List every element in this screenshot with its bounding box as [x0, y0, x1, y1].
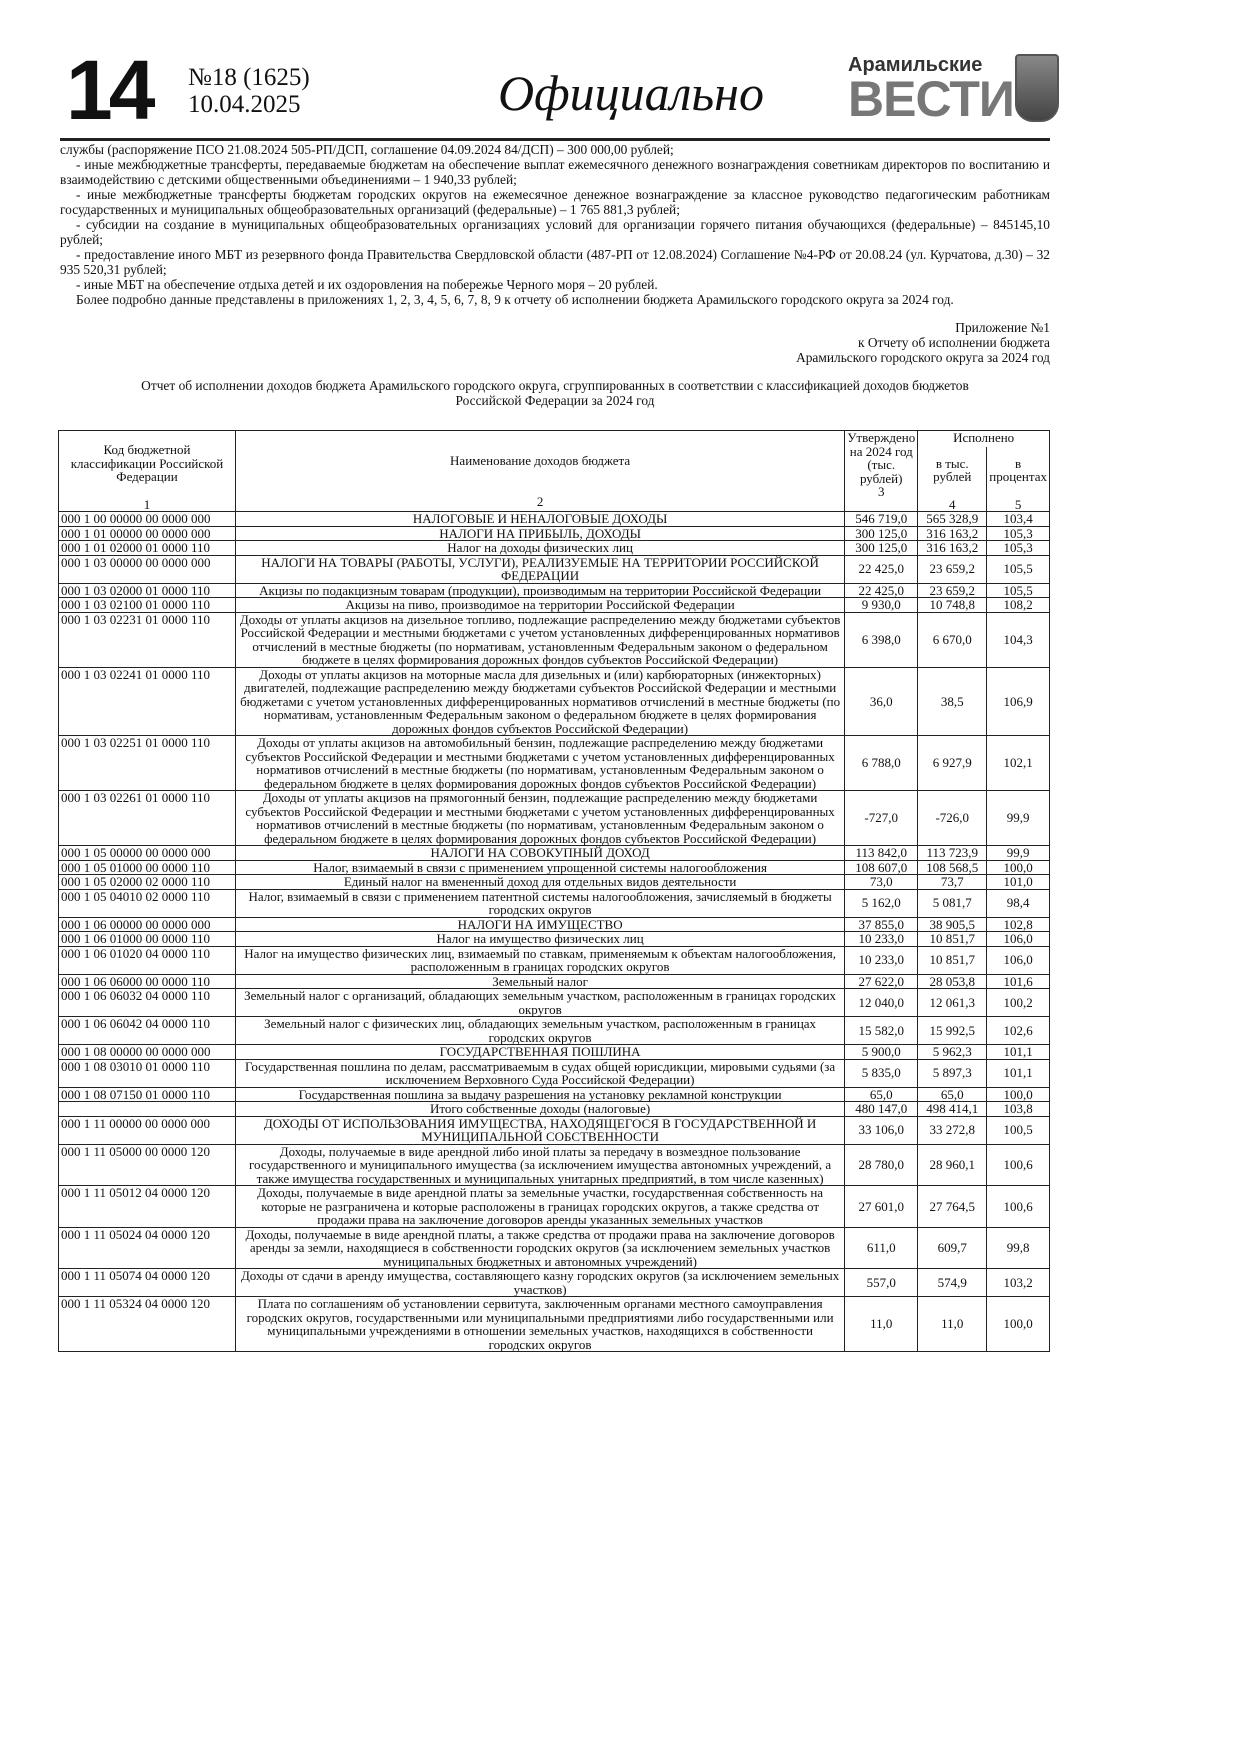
title-line: Отчет об исполнении доходов бюджета Арамильского городского округа, сгруппированных в соответствии с классификацией доходов бюджетов — [141, 378, 969, 393]
row-approved: 546 719,0 — [845, 512, 918, 527]
row-approved: 22 425,0 — [845, 583, 918, 598]
row-percent: 100,6 — [987, 1144, 1050, 1186]
row-executed: 23 659,2 — [918, 555, 987, 583]
header-code — [59, 431, 236, 512]
row-name: Доходы от сдачи в аренду имущества, составляющего казну городских округов (за исключением земельных участков) — [236, 1269, 845, 1297]
header-text: Код бюджетной классификации Российской Федерации — [70, 442, 224, 484]
table-row — [59, 598, 1050, 613]
row-percent: 106,0 — [987, 932, 1050, 947]
row-code: 000 1 05 02000 02 0000 110 — [59, 875, 236, 890]
header-approved — [845, 431, 918, 512]
row-name: Доходы от уплаты акцизов на прямогонный бензин, подлежащие распределению между бюджетами субъектов Российской Федерации и местными бюджетами с учетом установленных дифференцированных нормативов отчислений в местные бюджеты (по нормативам, установленным Федеральным законом о федеральном бюджете в целях формирования дорожных фондов субъектов Российской Федерации) — [236, 791, 845, 846]
column-number: 1 — [143, 496, 151, 512]
row-name: Акцизы по подакцизным товарам (продукции), производимым на территории Российской Федерации — [236, 583, 845, 598]
row-executed: 6 670,0 — [918, 612, 987, 667]
row-approved: 11,0 — [845, 1297, 918, 1352]
row-code: 000 1 05 00000 00 0000 000 — [59, 846, 236, 861]
row-approved: 5 835,0 — [845, 1059, 918, 1087]
rubric-title: Официально — [498, 65, 764, 121]
row-executed: 38,5 — [918, 667, 987, 736]
row-percent: 102,6 — [987, 1017, 1050, 1045]
row-executed: 33 272,8 — [918, 1116, 987, 1144]
page-number: 14 — [66, 43, 152, 137]
row-approved: 9 930,0 — [845, 598, 918, 613]
row-code: 000 1 06 06000 00 0000 110 — [59, 974, 236, 989]
row-executed: 12 061,3 — [918, 989, 987, 1017]
table-row — [59, 583, 1050, 598]
issue-info — [188, 64, 310, 118]
row-percent: 100,5 — [987, 1116, 1050, 1144]
row-approved: 480 147,0 — [845, 1102, 918, 1117]
row-name: НАЛОГИ НА ИМУЩЕСТВО — [236, 917, 845, 932]
row-approved: 10 233,0 — [845, 946, 918, 974]
row-code: 000 1 08 07150 01 0000 110 — [59, 1087, 236, 1102]
row-executed: -726,0 — [918, 791, 987, 846]
table-row — [59, 791, 1050, 846]
row-percent: 100,0 — [987, 860, 1050, 875]
row-executed: 498 414,1 — [918, 1102, 987, 1117]
row-percent: 101,1 — [987, 1045, 1050, 1060]
row-approved: 300 125,0 — [845, 541, 918, 556]
row-executed: 316 163,2 — [918, 526, 987, 541]
table-row — [59, 889, 1050, 917]
row-executed: 38 905,5 — [918, 917, 987, 932]
table-row — [59, 989, 1050, 1017]
table-row — [59, 917, 1050, 932]
row-name: Итого собственные доходы (налоговые) — [236, 1102, 845, 1117]
row-approved: 28 780,0 — [845, 1144, 918, 1186]
row-approved: 15 582,0 — [845, 1017, 918, 1045]
table-row — [59, 1045, 1050, 1060]
logo-line2: ВЕСТИ — [848, 71, 1014, 127]
table-row — [59, 736, 1050, 791]
row-percent: 103,2 — [987, 1269, 1050, 1297]
table-row — [59, 1116, 1050, 1144]
row-approved: 6 788,0 — [845, 736, 918, 791]
issue-number: №18 (1625) — [188, 64, 310, 91]
row-code: 000 1 08 03010 01 0000 110 — [59, 1059, 236, 1087]
row-approved: 27 601,0 — [845, 1186, 918, 1228]
row-approved: 12 040,0 — [845, 989, 918, 1017]
table-row — [59, 946, 1050, 974]
row-percent: 105,5 — [987, 583, 1050, 598]
table-row — [59, 1017, 1050, 1045]
row-approved: 108 607,0 — [845, 860, 918, 875]
row-code: 000 1 06 00000 00 0000 000 — [59, 917, 236, 932]
row-code: 000 1 06 01020 04 0000 110 — [59, 946, 236, 974]
header-text: в процентах — [989, 455, 1048, 484]
paragraph: - предоставление иного МБТ из резервного фонда Правительства Свердловской области (487-РП от 12.08.2024) Соглашение №4-РФ от 20.08.24 (ул. Курчатова, д.30) – 32 935 520,31 рублей; — [60, 247, 1050, 277]
row-name: НАЛОГИ НА ПРИБЫЛЬ, ДОХОДЫ — [236, 526, 845, 541]
row-approved: 5 162,0 — [845, 889, 918, 917]
column-number: 2 — [536, 494, 544, 509]
issue-date: 10.04.2025 — [188, 91, 301, 118]
row-percent: 100,6 — [987, 1186, 1050, 1228]
table-row — [59, 541, 1050, 556]
table-row — [59, 1144, 1050, 1186]
row-percent: 102,8 — [987, 917, 1050, 932]
row-percent: 101,0 — [987, 875, 1050, 890]
row-percent: 103,4 — [987, 512, 1050, 527]
row-name: Земельный налог с физических лиц, обладающих земельным участком, расположенным в границах городских округов — [236, 1017, 845, 1045]
row-percent: 101,1 — [987, 1059, 1050, 1087]
row-name: Доходы от уплаты акцизов на моторные масла для дизельных и (или) карбюраторных (инжекторных) двигателей, подлежащие распределению между бюджетами субъектов Российской Федерации и местными бюджетами с учетом установленных дифференцированных нормативов отчислений в местные бюджеты (по нормативам, установленным Федеральным законом о федеральном бюджете в целях формирования дорожных фондов субъектов Российской Федерации) — [236, 667, 845, 736]
row-percent: 100,2 — [987, 989, 1050, 1017]
appendix-note — [796, 320, 1050, 365]
row-percent: 102,1 — [987, 736, 1050, 791]
row-name: Плата по соглашениям об установлении сервитута, заключенным органами местного самоуправления городских округов, государственными или муниципальными предприятиями либо государственными или муниципальными учреждениями в отношении земельных участков, находящихся в собственности городских округов — [236, 1297, 845, 1352]
row-approved: 611,0 — [845, 1227, 918, 1269]
newspaper-logo — [848, 54, 1014, 127]
row-executed: 316 163,2 — [918, 541, 987, 556]
row-approved: 113 842,0 — [845, 846, 918, 861]
row-approved: 27 622,0 — [845, 974, 918, 989]
row-percent: 105,5 — [987, 555, 1050, 583]
row-approved: 10 233,0 — [845, 932, 918, 947]
coat-of-arms-icon — [1015, 54, 1059, 122]
row-executed: 108 568,5 — [918, 860, 987, 875]
row-percent: 99,9 — [987, 846, 1050, 861]
table-row — [59, 526, 1050, 541]
row-code: 000 1 11 05024 04 0000 120 — [59, 1227, 236, 1269]
table-row — [59, 1297, 1050, 1352]
row-code: 000 1 06 06032 04 0000 110 — [59, 989, 236, 1017]
header-text: Утверждено на 2024 год (тыс. рублей) — [847, 430, 916, 486]
row-code: 000 1 01 02000 01 0000 110 — [59, 541, 236, 556]
header-text: Наименование доходов бюджета — [450, 452, 631, 468]
row-name: Земельный налог с организаций, обладающих земельным участком, расположенным в границах городских округов — [236, 989, 845, 1017]
row-executed: 28 960,1 — [918, 1144, 987, 1186]
header-exec-thousands — [918, 447, 987, 512]
row-code: 000 1 06 06042 04 0000 110 — [59, 1017, 236, 1045]
row-name: Государственная пошлина за выдачу разрешения на установку рекламной конструкции — [236, 1087, 845, 1102]
row-executed: 23 659,2 — [918, 583, 987, 598]
row-code: 000 1 11 05074 04 0000 120 — [59, 1269, 236, 1297]
table-row — [59, 1269, 1050, 1297]
row-name: Налог, взимаемый в связи с применением упрощенной системы налогообложения — [236, 860, 845, 875]
row-code: 000 1 11 05012 04 0000 120 — [59, 1186, 236, 1228]
row-approved: 6 398,0 — [845, 612, 918, 667]
row-percent: 105,3 — [987, 541, 1050, 556]
table-row — [59, 932, 1050, 947]
table-row — [59, 667, 1050, 736]
row-percent: 104,3 — [987, 612, 1050, 667]
row-executed: 65,0 — [918, 1087, 987, 1102]
row-executed: 11,0 — [918, 1297, 987, 1352]
paragraph: - иные межбюджетные трансферты, передаваемые бюджетам на обеспечение выплат ежемесячного денежного вознаграждения советникам директоров по воспитанию и взаимодействию с детскими общественными объединениями – 1 940,33 рублей; — [60, 157, 1050, 187]
header-text: в тыс. рублей — [933, 455, 972, 484]
row-percent: 98,4 — [987, 889, 1050, 917]
row-code: 000 1 05 01000 00 0000 110 — [59, 860, 236, 875]
row-percent: 100,0 — [987, 1297, 1050, 1352]
table-row — [59, 860, 1050, 875]
row-percent: 99,9 — [987, 791, 1050, 846]
column-number: 4 — [949, 496, 956, 512]
title-line: Российской Федерации за 2024 год — [455, 393, 655, 408]
table-row — [59, 875, 1050, 890]
row-executed: 5 081,7 — [918, 889, 987, 917]
row-percent: 100,0 — [987, 1087, 1050, 1102]
row-approved: 300 125,0 — [845, 526, 918, 541]
row-executed: 5 962,3 — [918, 1045, 987, 1060]
row-name: Доходы, получаемые в виде арендной либо иной платы за передачу в возмездное пользование государственного и муниципального имущества (за исключением имущества автономных учреждений, а также имущества государственных и муниципальных унитарных предприятий, в том числе казенных) — [236, 1144, 845, 1186]
row-code: 000 1 03 02241 01 0000 110 — [59, 667, 236, 736]
row-percent: 99,8 — [987, 1227, 1050, 1269]
income-table — [58, 430, 1050, 1352]
row-code: 000 1 03 02261 01 0000 110 — [59, 791, 236, 846]
row-code: 000 1 08 00000 00 0000 000 — [59, 1045, 236, 1060]
row-approved: 5 900,0 — [845, 1045, 918, 1060]
row-code: 000 1 05 04010 02 0000 110 — [59, 889, 236, 917]
row-name: Налог на доходы физических лиц — [236, 541, 845, 556]
row-executed: 27 764,5 — [918, 1186, 987, 1228]
row-name: Доходы, получаемые в виде арендной платы, а также средства от продажи права на заключение договоров аренды за земли, находящиеся в собственности городских округов (за исключением земельных участков муниципальных бюджетных и автономных учреждений) — [236, 1227, 845, 1269]
header-executed: Исполнено — [918, 431, 1050, 447]
row-name: ГОСУДАРСТВЕННАЯ ПОШЛИНА — [236, 1045, 845, 1060]
appendix-line: к Отчету об исполнении бюджета — [858, 335, 1050, 350]
row-executed: 609,7 — [918, 1227, 987, 1269]
row-percent: 105,3 — [987, 526, 1050, 541]
row-executed: 574,9 — [918, 1269, 987, 1297]
row-code: 000 1 00 00000 00 0000 000 — [59, 512, 236, 527]
page-header — [60, 43, 1050, 141]
row-name: НАЛОГИ НА СОВОКУПНЫЙ ДОХОД — [236, 846, 845, 861]
row-name: Доходы, получаемые в виде арендной платы за земельные участки, государственная собственность на которые не разграничена и которые расположены в границах городских округов, а также средства от продажи права на заключение договоров аренды указанных земельных участков — [236, 1186, 845, 1228]
row-name: Доходы от уплаты акцизов на дизельное топливо, подлежащие распределению между бюджетами субъектов Российской Федерации и местными бюджетами с учетом установленных дифференцированных нормативов отчислений в местные бюджеты (по нормативам, установленным Федеральным законом о федеральном бюджете в целях формирования дорожных фондов субъектов Российской Федерации) — [236, 612, 845, 667]
row-name: Единый налог на вмененный доход для отдельных видов деятельности — [236, 875, 845, 890]
intro-text — [60, 142, 1050, 307]
row-code: 000 1 03 02251 01 0000 110 — [59, 736, 236, 791]
row-name: Земельный налог — [236, 974, 845, 989]
row-approved: 73,0 — [845, 875, 918, 890]
row-approved: 37 855,0 — [845, 917, 918, 932]
row-approved: 65,0 — [845, 1087, 918, 1102]
row-percent: 106,9 — [987, 667, 1050, 736]
appendix-line: Приложение №1 — [955, 320, 1050, 335]
table-row — [59, 612, 1050, 667]
paragraph: - иные МБТ на обеспечение отдыха детей и их оздоровления на побережье Черного моря – 20 рублей. — [76, 277, 658, 292]
row-name: Акцизы на пиво, производимое на территории Российской Федерации — [236, 598, 845, 613]
row-executed: 73,7 — [918, 875, 987, 890]
row-percent: 103,8 — [987, 1102, 1050, 1117]
row-approved: -727,0 — [845, 791, 918, 846]
table-row — [59, 1087, 1050, 1102]
row-executed: 565 328,9 — [918, 512, 987, 527]
row-executed: 15 992,5 — [918, 1017, 987, 1045]
table-row — [59, 1102, 1050, 1117]
row-code: 000 1 11 00000 00 0000 000 — [59, 1116, 236, 1144]
header-exec-percent — [987, 447, 1050, 512]
paragraph: - иные межбюджетные трансферты бюджетам городских округов на ежемесячное денежное вознаграждение за классное руководство педагогическим работникам государственных и муниципальных общеобразовательных организаций (федеральные) – 1 765 881,3 рублей; — [60, 187, 1050, 217]
table-row — [59, 1186, 1050, 1228]
logo-line1: Арамильские — [848, 54, 983, 76]
row-approved: 33 106,0 — [845, 1116, 918, 1144]
row-name: НАЛОГОВЫЕ И НЕНАЛОГОВЫЕ ДОХОДЫ — [236, 512, 845, 527]
row-name: Доходы от уплаты акцизов на автомобильный бензин, подлежащие распределению между бюджетами субъектов Российской Федерации и местными бюджетами с учетом установленных дифференцированных нормативов отчислений в местные бюджеты (по нормативам, установленным Федеральным законом о федеральном бюджете в целях формирования дорожных фондов субъектов Российской Федерации) — [236, 736, 845, 791]
row-code: 000 1 06 01000 00 0000 110 — [59, 932, 236, 947]
row-executed: 6 927,9 — [918, 736, 987, 791]
row-code: 000 1 03 02231 01 0000 110 — [59, 612, 236, 667]
row-name: Налог на имущество физических лиц, взимаемый по ставкам, применяемым к объектам налогообложения, расположенным в границах городских округов — [236, 946, 845, 974]
row-code: 000 1 01 00000 00 0000 000 — [59, 526, 236, 541]
paragraph: службы (распоряжение ПСО 21.08.2024 505-РП/ДСП, соглашение 04.09.2024 84/ДСП) – 300 000,00 рублей; — [60, 142, 674, 157]
row-approved: 36,0 — [845, 667, 918, 736]
appendix-line: Арамильского городского округа за 2024 год — [796, 350, 1050, 365]
row-percent: 101,6 — [987, 974, 1050, 989]
row-executed: 10 748,8 — [918, 598, 987, 613]
table-row — [59, 974, 1050, 989]
table-row — [59, 512, 1050, 527]
row-executed: 5 897,3 — [918, 1059, 987, 1087]
row-executed: 28 053,8 — [918, 974, 987, 989]
row-code: 000 1 11 05324 04 0000 120 — [59, 1297, 236, 1352]
row-code: 000 1 03 02100 01 0000 110 — [59, 598, 236, 613]
row-name: НАЛОГИ НА ТОВАРЫ (РАБОТЫ, УСЛУГИ), РЕАЛИЗУЕМЫЕ НА ТЕРРИТОРИИ РОССИЙСКОЙ ФЕДЕРАЦИИ — [236, 555, 845, 583]
row-executed: 10 851,7 — [918, 932, 987, 947]
header-name — [236, 431, 845, 512]
row-code — [59, 1102, 236, 1117]
report-title — [60, 378, 1050, 408]
paragraph: Более подробно данные представлены в приложениях 1, 2, 3, 4, 5, 6, 7, 8, 9 к отчету об исполнении бюджета Арамильского городского округа за 2024 год. — [76, 292, 954, 307]
table-row — [59, 1227, 1050, 1269]
row-approved: 557,0 — [845, 1269, 918, 1297]
row-executed: 10 851,7 — [918, 946, 987, 974]
row-name: Налог на имущество физических лиц — [236, 932, 845, 947]
row-approved: 22 425,0 — [845, 555, 918, 583]
table-row — [59, 555, 1050, 583]
row-name: ДОХОДЫ ОТ ИСПОЛЬЗОВАНИЯ ИМУЩЕСТВА, НАХОДЯЩЕГОСЯ В ГОСУДАРСТВЕННОЙ И МУНИЦИПАЛЬНОЙ СОБСТВЕННОСТИ — [236, 1116, 845, 1144]
row-code: 000 1 03 02000 01 0000 110 — [59, 583, 236, 598]
row-percent: 106,0 — [987, 946, 1050, 974]
row-executed: 113 723,9 — [918, 846, 987, 861]
row-code: 000 1 11 05000 00 0000 120 — [59, 1144, 236, 1186]
paragraph: - субсидии на создание в муниципальных общеобразовательных организациях условий для организации горячего питания обучающихся (федеральные) – 845145,10 рублей; — [60, 217, 1050, 247]
row-name: Государственная пошлина по делам, рассматриваемым в судах общей юрисдикции, мировыми судьями (за исключением Верховного Суда Российской Федерации) — [236, 1059, 845, 1087]
row-code: 000 1 03 00000 00 0000 000 — [59, 555, 236, 583]
row-percent: 108,2 — [987, 598, 1050, 613]
table-row — [59, 1059, 1050, 1087]
table-row — [59, 846, 1050, 861]
column-number: 3 — [877, 484, 885, 499]
row-name: Налог, взимаемый в связи с применением патентной системы налогообложения, зачисляемый в бюджеты городских округов — [236, 889, 845, 917]
column-number: 5 — [1014, 496, 1022, 512]
